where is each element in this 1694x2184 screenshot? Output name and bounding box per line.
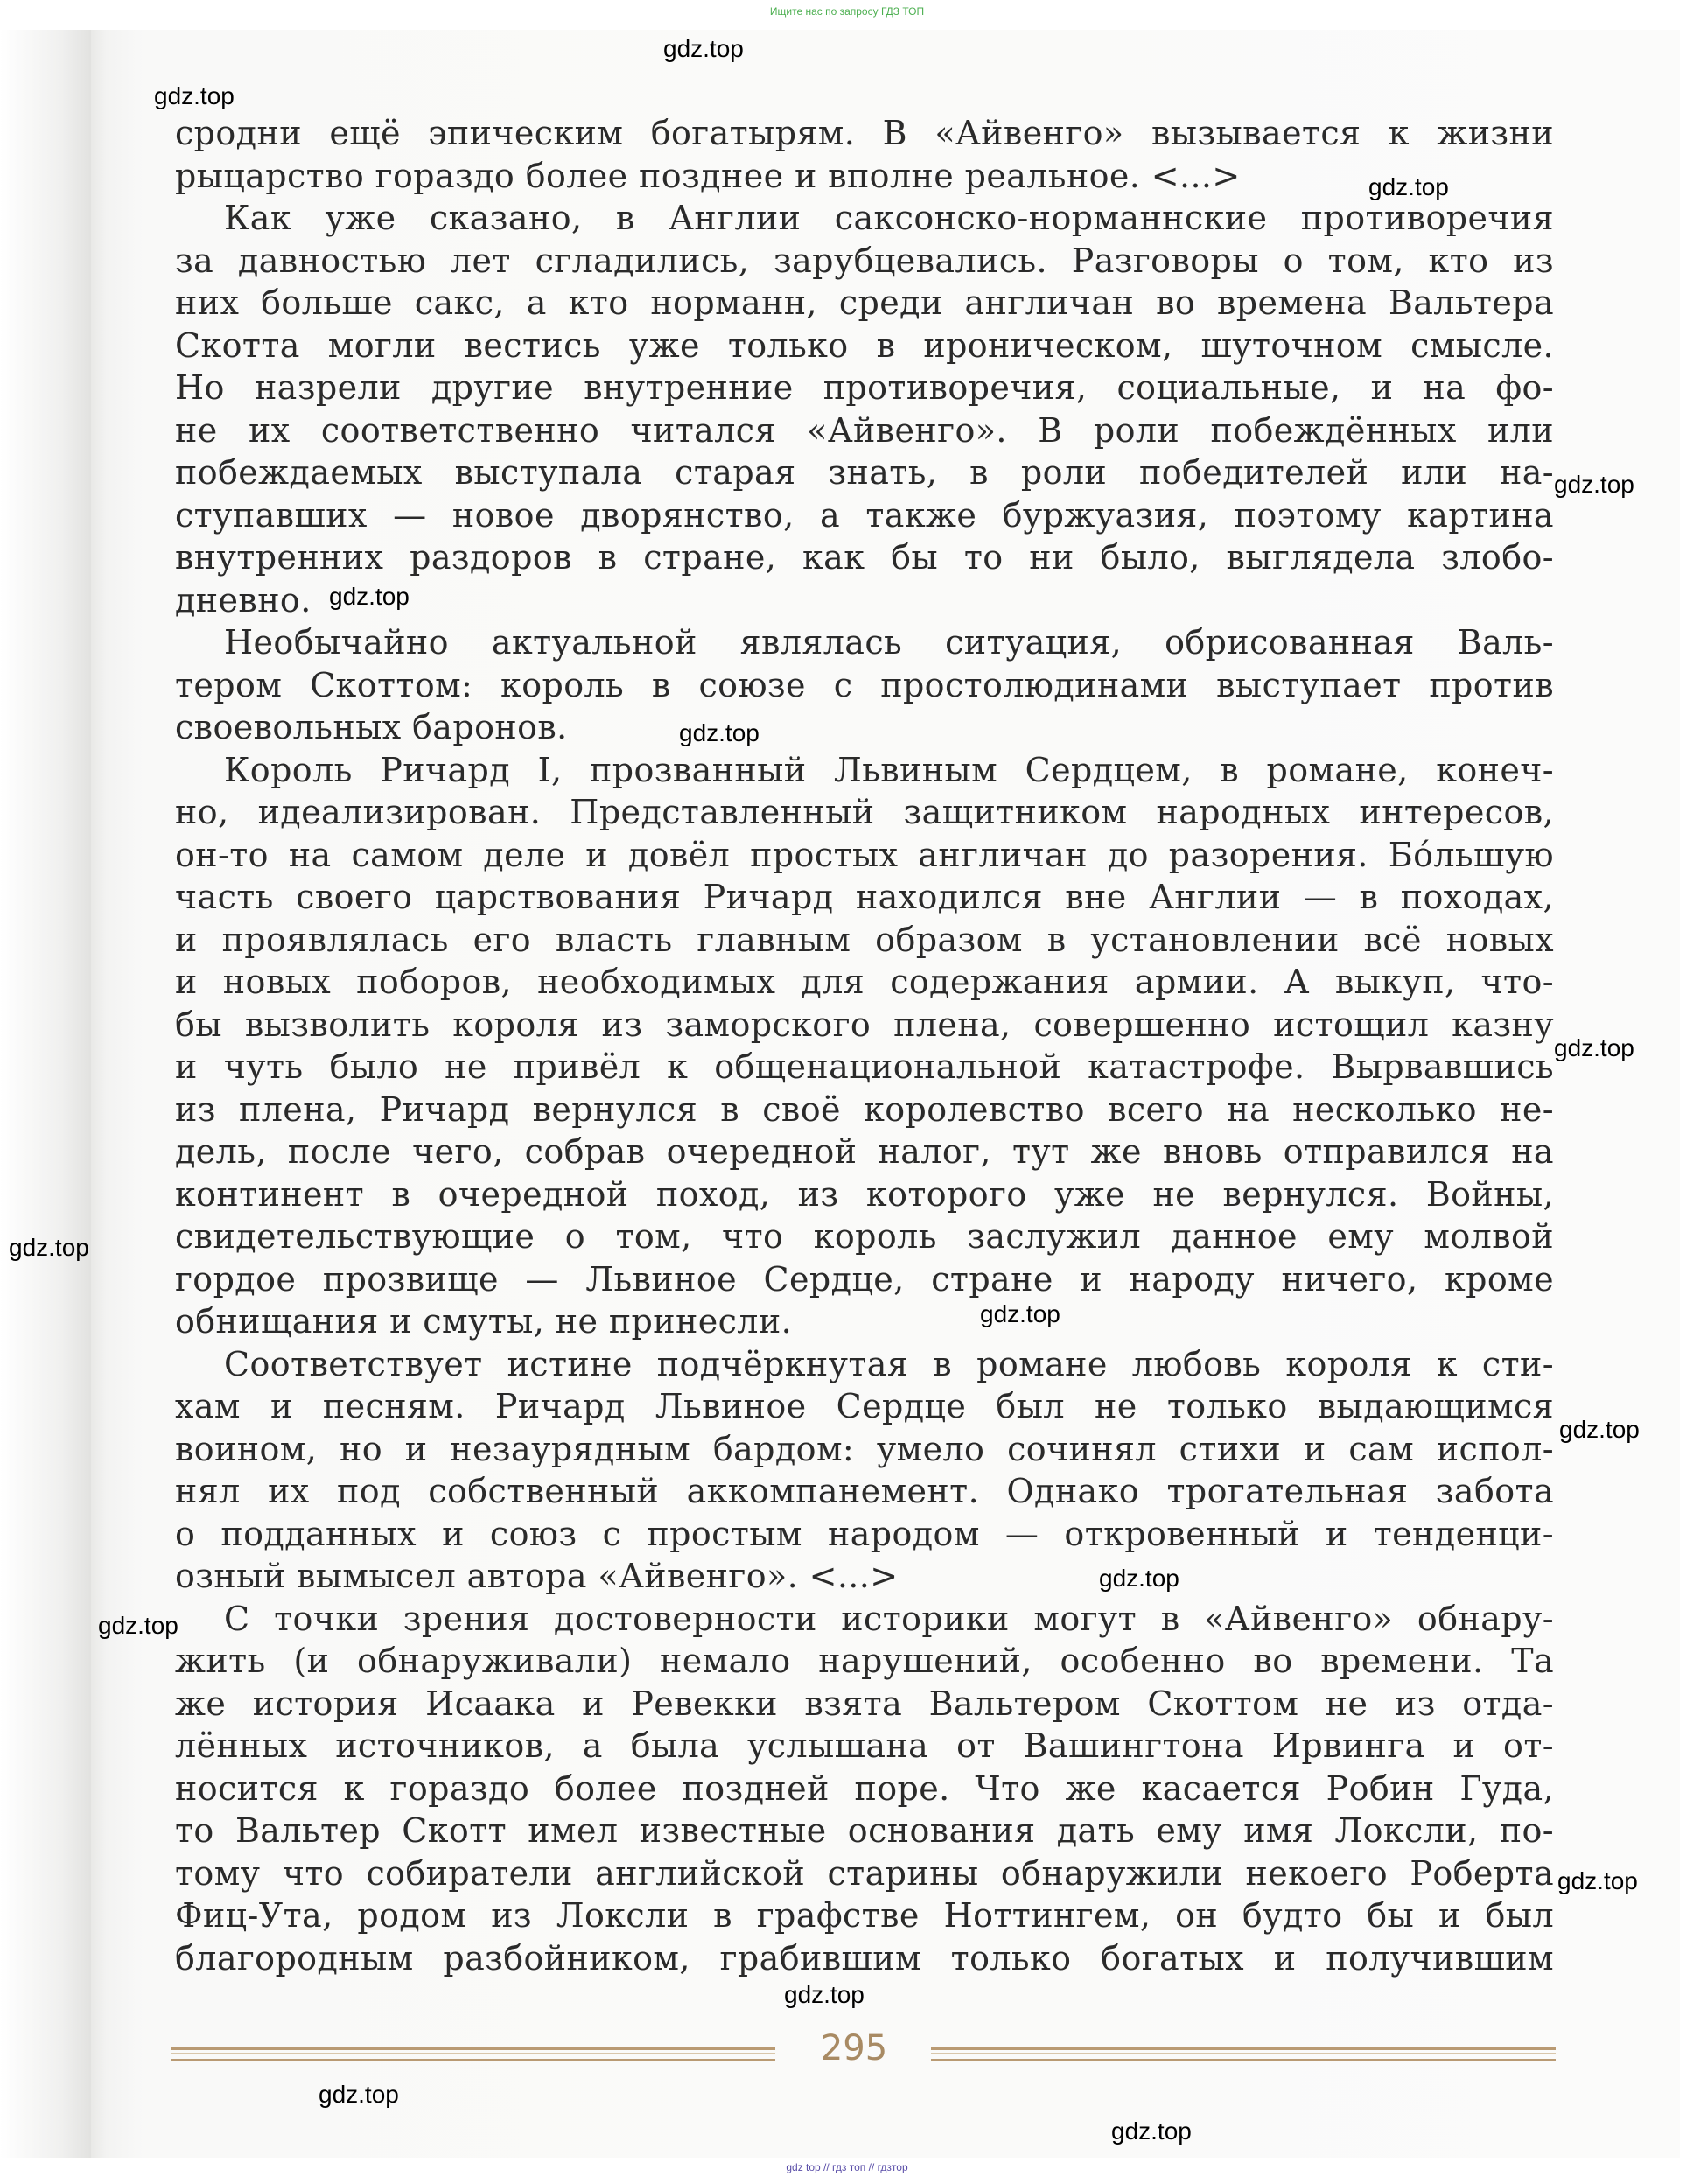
page-footer <box>172 2028 1556 2077</box>
watermark: gdz.top <box>154 82 234 109</box>
text-line: часть своего царствования Ричард находился вне Англии — в походах, <box>175 878 1554 916</box>
footer-banner[interactable]: gdz top // гдз топ // гдзтор <box>786 2161 908 2174</box>
text-line: Скотта могли вестись уже только в ироническом, шуточном смысле. <box>175 326 1554 365</box>
text-line: дневно. <box>175 580 312 620</box>
text-line: дель, после чего, собрав очередной налог, тут же вновь отправился на <box>175 1132 1554 1171</box>
watermark: gdz.top <box>1554 471 1634 498</box>
watermark: gdz.top <box>329 583 410 610</box>
text-line: ступавших — новое дворянство, а также буржуазия, поэтому картина <box>175 495 1554 535</box>
text-line: сродни ещё эпическим богатырям. В «Айвенго» вызывается к жизни <box>175 114 1554 152</box>
text-line: хам и песням. Ричард Львиное Сердце был не только выдающимся <box>175 1387 1554 1425</box>
text-line: и чуть было не привёл к общенациональной катастрофе. Вырвавшись <box>175 1047 1554 1086</box>
text-line: своевольных баронов. <box>175 708 568 746</box>
text-line: тому что собиратели английской старины обнаружили некоего Роберта <box>175 1853 1554 1893</box>
text-line: носится к гораздо более поздней поре. Что же касается Робин Гуда, <box>175 1768 1554 1808</box>
text-line: жить (и обнаруживали) немало нарушений, особенно во времени. Та <box>175 1642 1554 1680</box>
text-line: же история Исаака и Ревекки взята Вальтером Скоттом не из отда- <box>175 1684 1554 1723</box>
footer-rule-right <box>931 2048 1556 2062</box>
text-line: озный вымысел автора «Айвенго». <...> <box>175 1557 899 1595</box>
watermark: gdz.top <box>663 35 744 62</box>
text-line: них больше сакс, а кто норманн, среди англичан во времена Вальтера <box>175 284 1554 322</box>
text-line: за давностью лет сгладились, зарубцевались. Разговоры о том, кто из <box>175 241 1554 280</box>
watermark: gdz.top <box>980 1300 1060 1327</box>
text-line: побеждаемых выступала старая знать, в роли победителей или на- <box>175 453 1554 492</box>
watermark: gdz.top <box>1099 1564 1180 1592</box>
watermark: gdz.top <box>784 1981 864 2008</box>
text-line: Соответствует истине подчёркнутая в романе любовь короля к сти- <box>224 1344 1554 1383</box>
body-text <box>175 112 1554 1979</box>
watermark: gdz.top <box>318 2081 399 2108</box>
watermark: gdz.top <box>1368 173 1449 200</box>
text-line: благородным разбойником, грабившим только богатых и получившим <box>175 1938 1554 1978</box>
text-line: и новых поборов, необходимых для содержания армии. А выкуп, что- <box>175 962 1554 1001</box>
text-line: тером Скоттом: король в союзе с простолюдинами выступает против <box>175 665 1554 704</box>
text-line: но, идеализирован. Представленный защитником народных интересов, <box>175 793 1554 831</box>
text-line: Но назрели другие внутренние противоречия, социальные, и на фо- <box>175 368 1554 407</box>
text-line: обнищания и смуты, не принесли. <box>175 1302 793 1340</box>
watermark: gdz.top <box>1558 1867 1638 1894</box>
header-banner[interactable]: Ищите нас по запросу ГДЗ ТОП <box>769 5 925 18</box>
text-line: гордое прозвище — Львиное Сердце, стране и народу ничего, кроме <box>175 1259 1554 1298</box>
watermark: gdz.top <box>679 719 760 746</box>
watermark: gdz.top <box>1559 1416 1640 1443</box>
text-line: лённых источников, а была услышана от Вашингтона Ирвинга и от- <box>175 1726 1554 1765</box>
page-number: 295 <box>820 2028 888 2068</box>
footer-rule-left <box>172 2048 775 2062</box>
text-line: Король Ричард I, прозванный Львиным Сердцем, в романе, конеч- <box>224 750 1554 789</box>
watermark: gdz.top <box>1554 1034 1634 1061</box>
text-line: нял их под собственный аккомпанемент. Однако трогательная забота <box>175 1472 1554 1510</box>
text-line: из плена, Ричард вернулся в своё королевство всего на несколько не- <box>175 1089 1554 1129</box>
text-line: то Вальтер Скотт имел известные основания дать ему имя Локсли, по- <box>175 1811 1554 1850</box>
text-line: Необычайно актуальной являлась ситуация, обрисованная Валь- <box>224 623 1554 662</box>
text-line: воином, но и незаурядным бардом: умело сочинял стихи и сам испол- <box>175 1429 1554 1468</box>
text-line: не их соответственно читался «Айвенго». В роли побеждённых или <box>175 410 1554 450</box>
text-line: рыцарство гораздо более позднее и вполне реальное. <...> <box>175 156 1241 195</box>
text-line: С точки зрения достоверности историки могут в «Айвенго» обнару- <box>224 1599 1554 1638</box>
watermark: gdz.top <box>98 1612 178 1639</box>
text-line: внутренних раздоров в стране, как бы то ни было, выглядела злобо- <box>175 538 1554 577</box>
text-line: и проявлялась его власть главным образом в установлении всё новых <box>175 920 1554 959</box>
text-line: Фиц-Ута, родом из Локсли в графстве Ноттингем, он будто бы и был <box>175 1896 1554 1935</box>
watermark: gdz.top <box>1111 2118 1192 2145</box>
text-line: свидетельствующие о том, что король заслужил данное ему молвой <box>175 1217 1554 1256</box>
text-line: о подданных и союз с простым народом — откровенный и тенденци- <box>175 1514 1554 1553</box>
watermark: gdz.top <box>9 1234 89 1261</box>
text-line: континент в очередной поход, из которого уже не вернулся. Войны, <box>175 1174 1554 1214</box>
text-line: бы вызволить короля из заморского плена, совершенно истощил казну <box>175 1004 1554 1044</box>
text-line: он-то на самом деле и довёл простых англичан до разорения. Бо́льшую <box>175 835 1554 874</box>
text-line: Как уже сказано, в Англии саксонско-норманнские противоречия <box>224 199 1554 237</box>
